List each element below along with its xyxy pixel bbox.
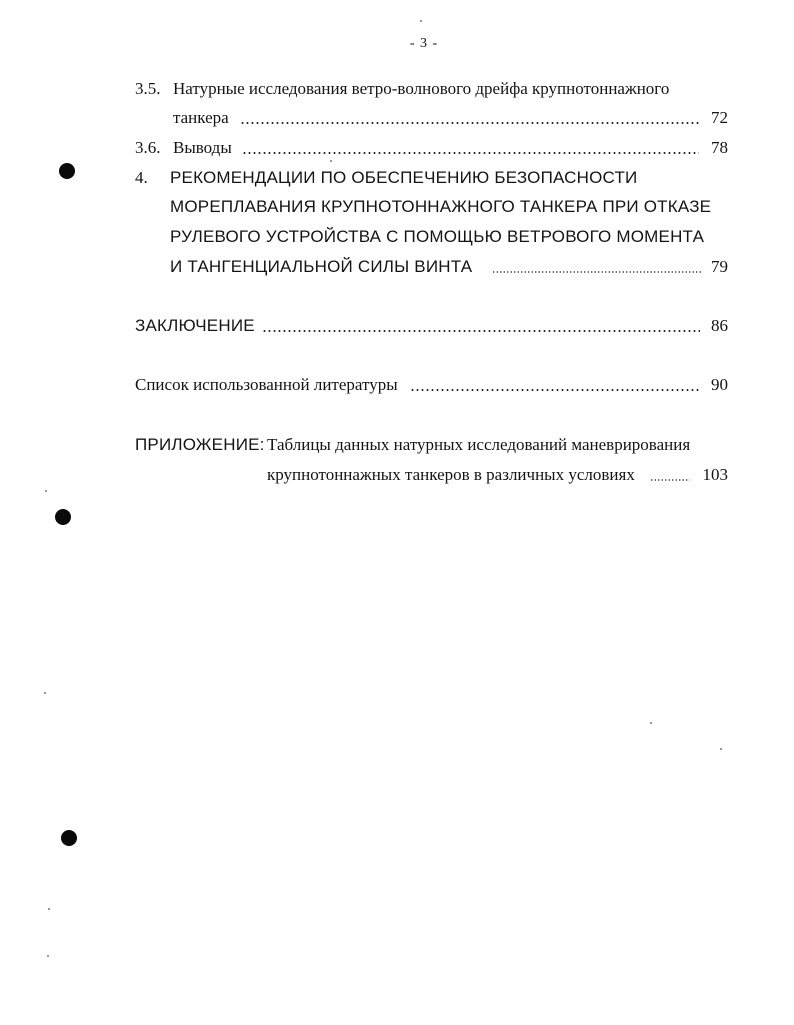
toc-4-title-line4: И ТАНГЕНЦИАЛЬНОЙ СИЛЫ ВИНТА xyxy=(170,257,473,276)
punch-hole-middle xyxy=(55,509,71,525)
punch-hole-top xyxy=(59,163,75,179)
toc-4-title-line1: РЕКОМЕНДАЦИИ ПО ОБЕСПЕЧЕНИЮ БЕЗОПАСНОСТИ xyxy=(170,168,638,187)
toc-appendix-line2: крупнотоннажных танкеров в различных условиях xyxy=(267,465,635,484)
toc-appendix-line1: Таблицы данных натурных исследований маневрирования xyxy=(267,435,691,454)
toc-3-6-page: 78 xyxy=(711,138,728,157)
toc-references-page: 90 xyxy=(711,375,728,394)
toc-3-5-page: 72 xyxy=(711,108,728,127)
toc-conclusion-page: 86 xyxy=(711,316,728,335)
scan-speck xyxy=(47,955,49,957)
scan-speck xyxy=(330,160,332,162)
toc-4-page: 79 xyxy=(711,257,728,276)
scan-speck xyxy=(44,692,46,694)
toc-4-title-line2: МОРЕПЛАВАНИЯ КРУПНОТОННАЖНОГО ТАНКЕРА ПРИ ОТКАЗЕ xyxy=(170,197,712,216)
toc-appendix-label: ПРИЛОЖЕНИЕ: xyxy=(135,435,265,454)
toc-3-6-number: 3.6. xyxy=(135,138,161,157)
toc-4-number: 4. xyxy=(135,168,148,187)
page-number: - 3 - xyxy=(409,36,439,51)
toc-conclusion-title: ЗАКЛЮЧЕНИЕ xyxy=(135,316,255,335)
scan-speck xyxy=(420,20,422,22)
toc-3-5-number: 3.5. xyxy=(135,79,161,98)
toc-references-leader-dots xyxy=(410,389,700,391)
toc-4-leader-dots xyxy=(492,271,702,273)
scan-speck xyxy=(720,748,722,750)
toc-conclusion-leader-dots xyxy=(262,330,700,332)
scan-speck xyxy=(45,490,47,492)
toc-3-5-leader-dots xyxy=(240,122,699,124)
toc-references-title: Список использованной литературы xyxy=(135,375,398,394)
punch-hole-bottom xyxy=(61,830,77,846)
toc-4-title-line3: РУЛЕВОГО УСТРОЙСТВА С ПОМОЩЬЮ ВЕТРОВОГО МОМЕНТА xyxy=(170,227,705,246)
toc-3-6-leader-dots xyxy=(242,152,699,154)
toc-3-5-title-line1: Натурные исследования ветро-волнового дрейфа крупнотоннажного xyxy=(173,79,670,98)
toc-3-5-title-line2: танкера xyxy=(173,108,229,127)
scan-speck xyxy=(48,908,50,910)
scan-speck xyxy=(650,722,652,724)
toc-appendix-leader-dots xyxy=(650,479,690,481)
toc-3-6-title: Выводы xyxy=(173,138,232,157)
toc-appendix-page: 103 xyxy=(702,465,728,484)
